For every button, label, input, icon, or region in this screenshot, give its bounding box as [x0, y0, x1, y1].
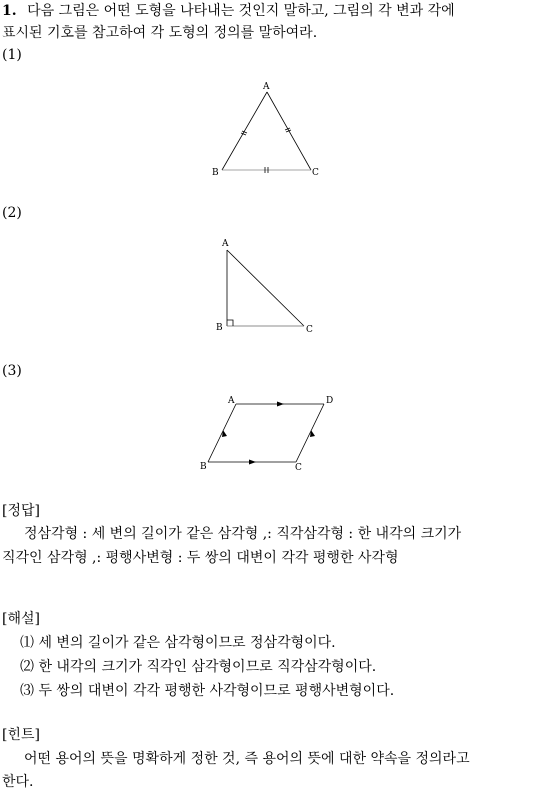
hint-line-1: 어떤 용어의 뜻을 명확하게 정한 것, 즉 용어의 뜻에 대한 약속을 정의라고	[24, 751, 470, 767]
problem-line-2: 표시된 기호를 참고하여 각 도형의 정의를 말하여라.	[2, 25, 318, 41]
figure-3-label: (3)	[2, 363, 22, 379]
explanation-item-1: ⑴ 세 변의 길이가 같은 삼각형이므로 정삼각형이다.	[20, 635, 336, 651]
vertex-label: B	[216, 323, 223, 333]
equilateral-triangle-figure	[205, 78, 330, 180]
figure-1-label: (1)	[2, 47, 22, 63]
vertex-label: C	[295, 463, 302, 473]
hint-line-2: 한다.	[2, 774, 34, 790]
vertex-label: C	[312, 168, 319, 178]
problem-number: 1.	[2, 3, 17, 19]
explanation-item-2: ⑵ 한 내각의 크기가 직각인 삼각형이므로 직각삼각형이다.	[20, 659, 377, 675]
answer-line-1: 정삼각형 : 세 변의 길이가 같은 삼각형 ,: 직각삼각형 : 한 내각의 크기가	[24, 526, 462, 542]
figure-2-label: (2)	[2, 205, 22, 221]
problem-text-1: 다음 그림은 어떤 도형을 나타내는 것인지 말하고, 그림의 각 변과 각에	[27, 3, 455, 19]
right-triangle-figure	[210, 234, 320, 338]
vertex-label: A	[222, 239, 229, 249]
vertex-label: A	[263, 82, 270, 92]
parallelogram-figure	[196, 392, 341, 474]
answer-line-2: 직각인 삼각형 ,: 평행사변형 : 두 쌍의 대변이 각각 평행한 사각형	[2, 550, 399, 566]
vertex-label: C	[306, 325, 313, 335]
vertex-label: B	[200, 462, 207, 472]
hint-header: [힌트]	[2, 727, 40, 743]
explanation-header: [해설]	[2, 611, 40, 627]
problem-line-1	[2, 2, 455, 20]
vertex-label: D	[326, 396, 334, 406]
answer-header: [정답]	[2, 503, 40, 519]
explanation-item-3: ⑶ 두 쌍의 대변이 각각 평행한 사각형이므로 평행사변형이다.	[20, 683, 395, 699]
vertex-label: A	[228, 396, 235, 406]
vertex-label: B	[212, 168, 219, 178]
